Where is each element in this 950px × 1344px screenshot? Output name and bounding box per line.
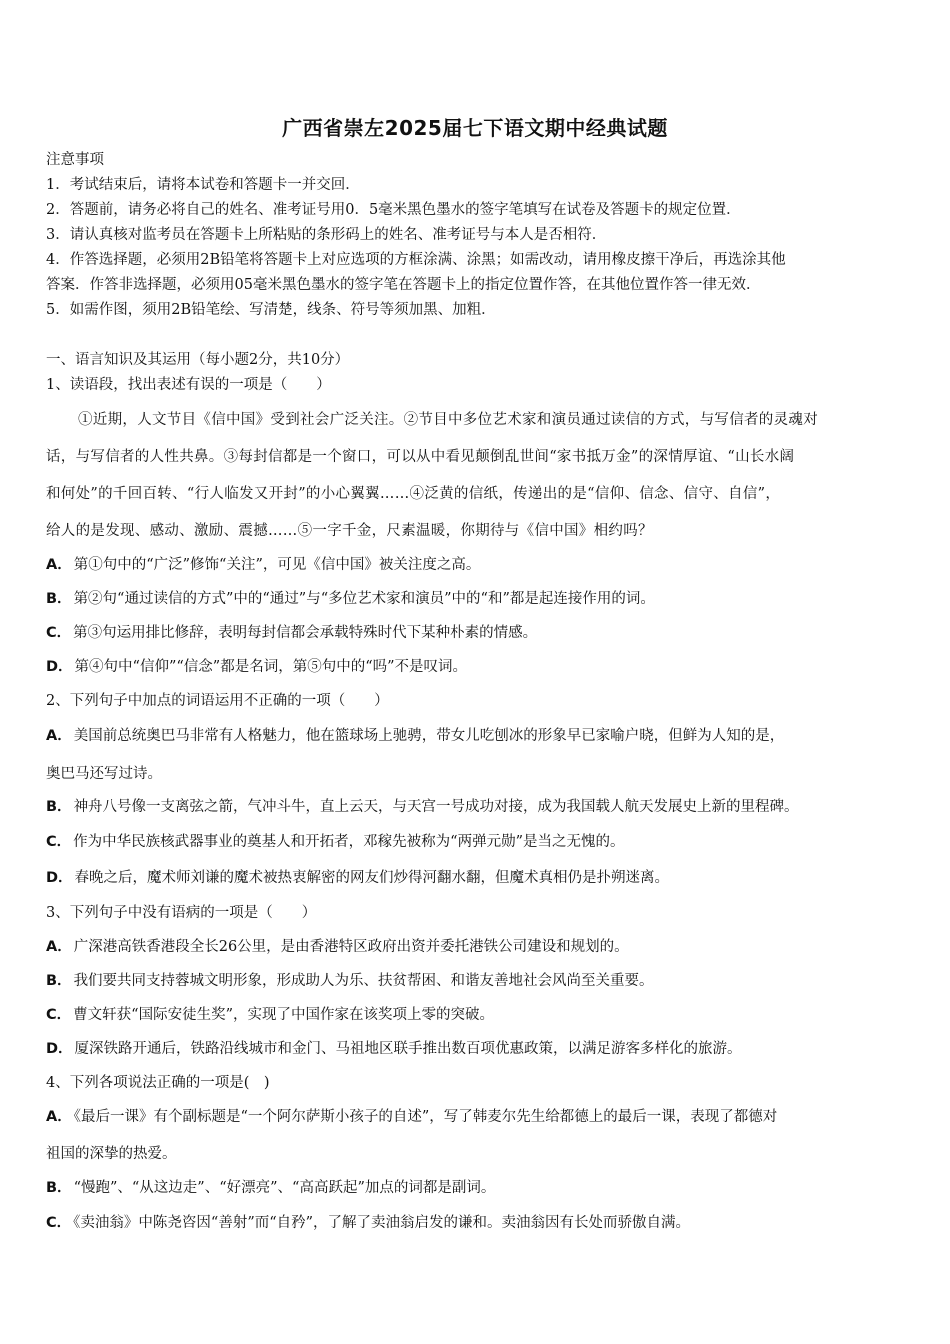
option-label: D．: [46, 659, 73, 675]
answer-option[interactable]: [46, 797, 910, 817]
answer-option[interactable]: [46, 1178, 910, 1198]
notice-item: 答案．作答非选择题，必须用05毫米黑色墨水的签字笔在答题卡上的指定位置作答，在其他位置作答一律无效．: [46, 277, 761, 293]
notice-item: 4．作答选择题，必须用2B铅笔将答题卡上对应选项的方框涂满、涂黑；如需改动，请用橡皮擦干净后，再选涂其他: [46, 252, 786, 268]
answer-option[interactable]: [46, 1005, 910, 1025]
option-text: 《卖油翁》中陈尧咨因“善射”而“自矜”，了解了卖油翁启发的谦和。卖油翁因有长处而骄傲自满。: [73, 1215, 691, 1231]
question-stem: 4、下列各项说法正确的一项是( ): [46, 1075, 270, 1091]
answer-option[interactable]: [46, 1039, 910, 1059]
option-label: D．: [46, 870, 73, 886]
notice-heading: 注意事项: [46, 152, 104, 168]
option-text: 春晚之后，魔术师刘谦的魔术被热衷解密的网友们炒得河翻水翻，但魔术真相仍是扑朔迷离。: [74, 870, 670, 886]
notice-item: 2．答题前，请务必将自己的姓名、准考证号用0．5毫米黑色墨水的签字笔填写在试卷及答题卡的规定位置．: [46, 202, 741, 218]
option-label: B．: [46, 1180, 72, 1196]
answer-option[interactable]: [46, 726, 910, 746]
notice-item: 5．如需作图，须用2B铅笔绘、写清楚，线条、符号等须加黑、加粗．: [46, 302, 496, 318]
option-label: A．: [46, 557, 72, 573]
answer-option[interactable]: [46, 623, 910, 643]
option-text: 第①句中的“广泛”修饰“关注”，可见《信中国》被关注度之高。: [73, 557, 481, 573]
answer-option[interactable]: [46, 1107, 910, 1127]
passage-line: 给人的是发现、感动、激励、震撼……⑤一字千金，尺素温暖，你期待与《信中国》相约吗？: [46, 523, 653, 539]
option-label: A．: [46, 1109, 72, 1125]
passage-line: 话，与写信者的人性共鼻。③每封信都是一个窗口，可以从中看见颠倒乱世间“家书抵万金”的深情厚谊、“山长水阔: [46, 449, 795, 465]
option-text: 《最后一课》有个副标题是“一个阿尔萨斯小孩子的自述”，写了韩麦尔先生给都德上的最后一课，表现了都德对: [73, 1109, 778, 1125]
option-text: 第③句运用排比修辞，表明每封信都会承载特殊时代下某种朴素的情感。: [73, 625, 538, 641]
option-text: 我们要共同支持蓉城文明形象，形成助人为乐、扶贫帮困、和谐友善地社会风尚至关重要。: [73, 973, 654, 989]
answer-option[interactable]: [46, 589, 910, 609]
option-text: 广深港高铁香港段全长26公里，是由香港特区政府出资并委托港铁公司建设和规划的。: [73, 939, 629, 955]
option-text: 美国前总统奥巴马非常有人格魅力，他在篮球场上驰骋，带女儿吃刨冰的形象早已家喻户晓，但鲜为人知的是，: [73, 728, 785, 744]
option-continuation: 祖国的深挚的热爱。: [46, 1146, 177, 1162]
option-label: B．: [46, 591, 72, 607]
answer-option[interactable]: [46, 868, 910, 888]
option-label: D．: [46, 1041, 73, 1057]
option-text: 曹文轩获“国际安徒生奖”，实现了中国作家在该奖项上零的突破。: [73, 1007, 494, 1023]
option-label: A．: [46, 939, 72, 955]
option-text: 第④句中“信仰”“信念”都是名词，第⑤句中的“吗”不是叹词。: [74, 659, 468, 675]
answer-option[interactable]: [46, 971, 910, 991]
option-label: C．: [46, 625, 72, 641]
answer-option[interactable]: [46, 937, 910, 957]
answer-option[interactable]: [46, 555, 910, 575]
option-text: 第②句“通过读信的方式”中的“通过”与“多位艺术家和演员”中的“和”都是起连接作用的词。: [73, 591, 655, 607]
notice-item: 1．考试结束后，请将本试卷和答题卡一并交回．: [46, 177, 360, 193]
question-stem: 3、下列句子中没有语病的一项是（ ）: [46, 905, 317, 921]
option-text: 厦深铁路开通后，铁路沿线城市和金门、马祖地区联手推出数百项优惠政策，以满足游客多样化的旅游。: [74, 1041, 742, 1057]
question-stem: 2、下列句子中加点的词语运用不正确的一项（ ）: [46, 693, 389, 709]
section-heading: 一、语言知识及其运用（每小题2分，共10分）: [46, 352, 350, 368]
option-text: 神舟八号像一支离弦之箭，气冲斗牛，直上云天，与天宫一号成功对接，成为我国载人航天发展史上新的里程碑。: [73, 799, 799, 815]
passage-line: ①近期，人文节目《信中国》受到社会广泛关注。②节目中多位艺术家和演员通过读信的方式，与写信者的灵魂对: [78, 412, 818, 428]
answer-option[interactable]: [46, 657, 910, 677]
page-title: 广西省崇左2025届七下语文期中经典试题: [282, 116, 668, 140]
passage-line: 和何处”的千回百转、“行人临发又开封”的小心翼翼……④泛黄的信纸，传递出的是“信仰、信念、信守、自信”，: [46, 486, 781, 502]
option-label: C．: [46, 1215, 72, 1231]
option-label: C．: [46, 1007, 72, 1023]
option-continuation: 奥巴马还写过诗。: [46, 766, 162, 782]
option-label: B．: [46, 799, 72, 815]
option-text: 作为中华民族核武器事业的奠基人和开拓者，邓稼先被称为“两弹元勋”是当之无愧的。: [73, 834, 625, 850]
question-stem: 1、读语段，找出表述有误的一项是（ ）: [46, 377, 331, 393]
notice-item: 3．请认真核对监考员在答题卡上所粘贴的条形码上的姓名、准考证号与本人是否相符．: [46, 227, 607, 243]
option-text: “慢跑”、“从这边走”、“好漂亮”、“高高跃起”加点的词都是副词。: [73, 1180, 496, 1196]
option-label: B．: [46, 973, 72, 989]
option-label: C．: [46, 834, 72, 850]
option-label: A．: [46, 728, 72, 744]
answer-option[interactable]: [46, 832, 910, 852]
answer-option[interactable]: [46, 1213, 910, 1233]
